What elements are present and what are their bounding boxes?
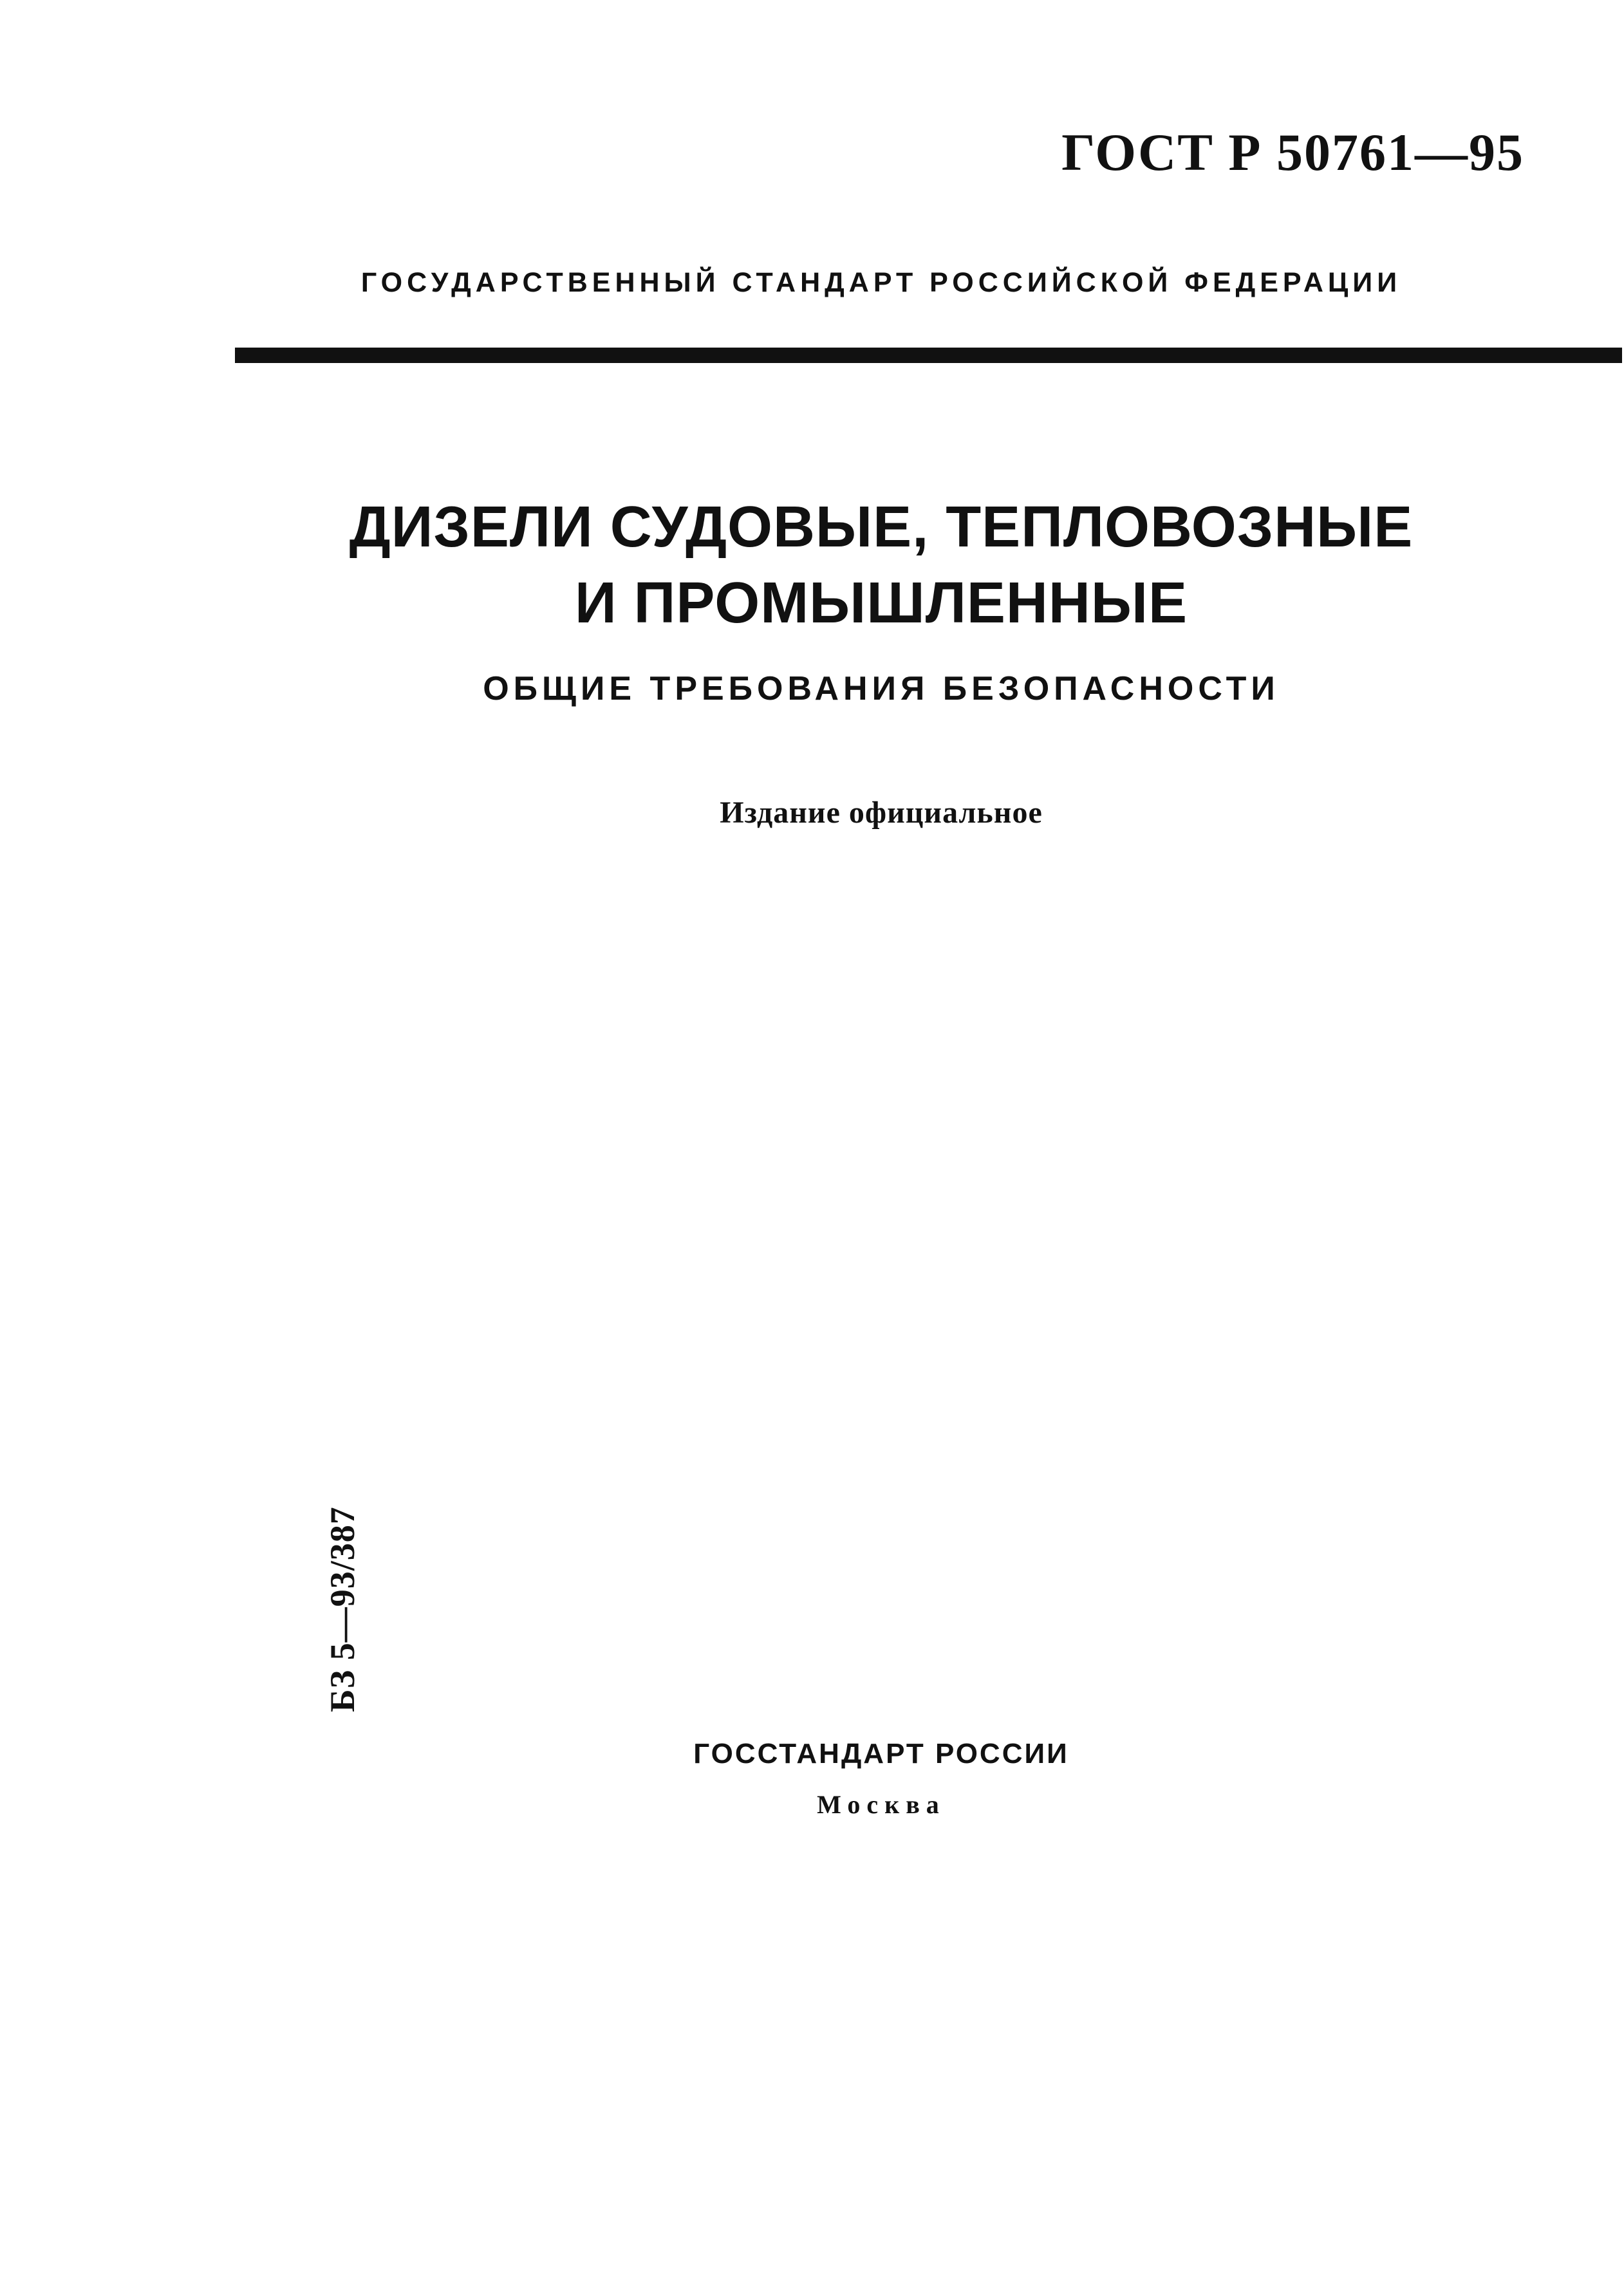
state-standard-heading: ГОСУДАРСТВЕННЫЙ СТАНДАРТ РОССИЙСКОЙ ФЕДЕРАЦИИ (360, 267, 1402, 298)
document-code: ГОСТ Р 50761—95 (1061, 123, 1524, 182)
side-catalog-code: БЗ 5—93/387 (323, 1506, 362, 1712)
publisher-name: ГОССТАНДАРТ РОССИИ (693, 1738, 1069, 1769)
document-title (0, 489, 1624, 641)
edition-note: Издание официальное (720, 796, 1043, 830)
document-subtitle: ОБЩИЕ ТРЕБОВАНИЯ БЕЗОПАСНОСТИ (483, 670, 1280, 707)
title-line-2: И ПРОМЫШЛЕННЫЕ (574, 571, 1188, 635)
horizontal-rule (235, 348, 1622, 363)
publisher-city: Москва (817, 1790, 946, 1819)
title-line-1: ДИЗЕЛИ СУДОВЫЕ, ТЕПЛОВОЗНЫЕ (349, 495, 1414, 559)
